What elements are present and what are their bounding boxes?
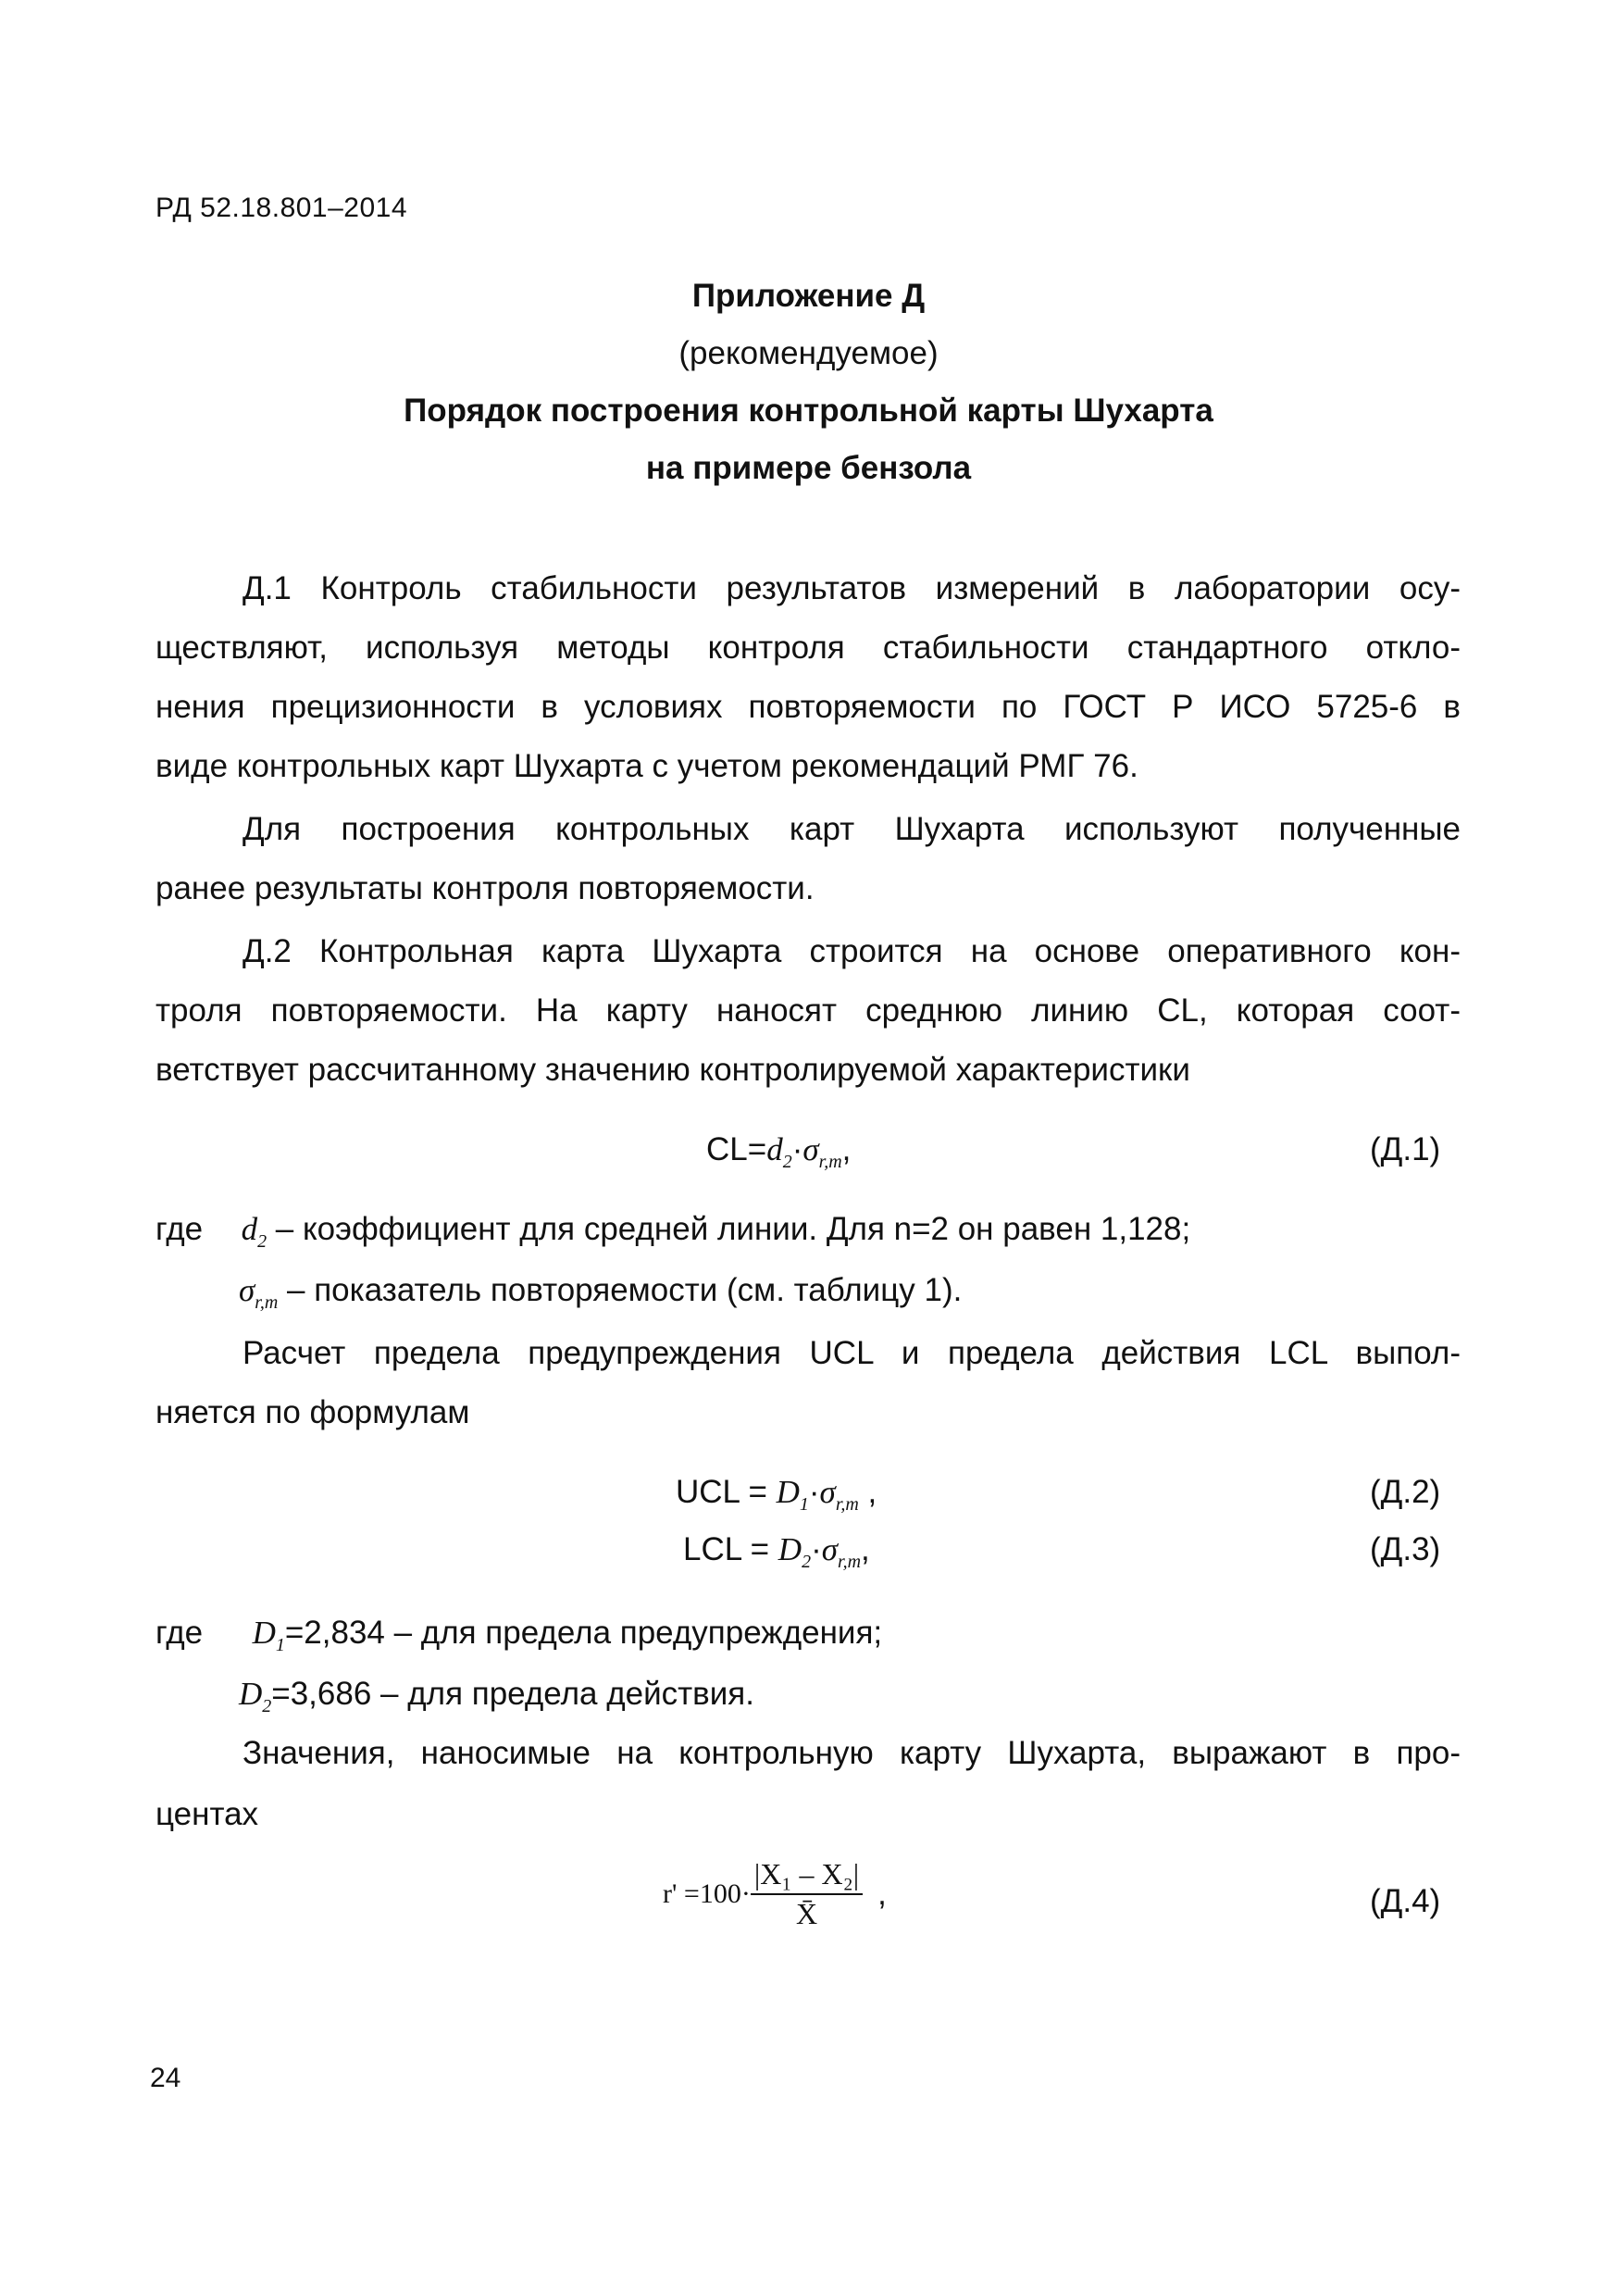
where-word: где xyxy=(155,1211,204,1247)
formula-d3-sigma-sub: r,m xyxy=(838,1552,862,1572)
formula-d1 xyxy=(706,1131,851,1173)
formula-d3-number: (Д.3) xyxy=(1370,1531,1441,1567)
formula-d3-trail: , xyxy=(861,1531,870,1567)
formula-d1-dot: · xyxy=(791,1131,803,1167)
where-D2-text: =3,686 – для предела действия. xyxy=(271,1676,754,1712)
appendix-heading-line2: на примере бензола xyxy=(645,450,972,486)
where-sigma-symbol-sub: r,m xyxy=(255,1292,279,1313)
where-sigma-symbol: σ xyxy=(239,1272,255,1308)
formula-d4-denominator: X̄ xyxy=(795,1897,818,1930)
where-word: где xyxy=(155,1615,204,1651)
section-d1-line: виде контрольных карт Шухарта с учетом рекомендаций РМГ 76. xyxy=(155,748,1138,784)
formula-d2-sigma: σ xyxy=(819,1474,836,1510)
formula-d2-dot: · xyxy=(808,1474,820,1510)
formula-d3-coef-sub: 2 xyxy=(802,1552,812,1572)
section-d1-line: нения прецизионности в условиях повторяемости по ГОСТ Р ИСО 5725-6 в xyxy=(155,689,1461,725)
formula-d1-trail: , xyxy=(841,1131,852,1167)
formula-d2-coef: D xyxy=(776,1474,800,1510)
where-D2-line xyxy=(239,1676,754,1717)
section-d2-line: ветствует рассчитанному значению контролируемой характеристики xyxy=(155,1052,1190,1088)
formula-d1-coef-sub: 2 xyxy=(782,1152,792,1172)
formula-d2-lhs: UCL = xyxy=(676,1474,777,1510)
formula-d1-sigma: σ xyxy=(802,1131,819,1167)
where-D1-symbol-sub: 1 xyxy=(275,1635,285,1655)
formula-d1-coef: d xyxy=(766,1131,783,1167)
limits-intro-line1: Расчет предела предупреждения UCL и предела действия LCL выпол- xyxy=(243,1335,1461,1371)
where-d1-symbol-sub: 2 xyxy=(257,1231,267,1252)
formula-d4-trail: , xyxy=(877,1876,887,1912)
formula-d1-sigma-sub: r,m xyxy=(818,1152,842,1172)
limits-intro-line2: няется по формулам xyxy=(155,1394,470,1430)
where-d1-text: – коэффициент для средней линии. Для n=2 он равен 1,128; xyxy=(267,1211,1191,1247)
where-sigma-line xyxy=(239,1272,962,1314)
formula-d3-coef: D xyxy=(777,1531,802,1567)
formula-d2-sigma-sub: r,m xyxy=(835,1494,859,1515)
where-sigma-text: – показатель повторяемости (см. таблицу 1). xyxy=(278,1272,963,1308)
formula-d1-number: (Д.1) xyxy=(1370,1131,1441,1167)
appendix-status: (рекомендуемое) xyxy=(678,335,939,371)
section-d2-line: троля повторяемости. На карту наносят среднюю линию CL, которая соот- xyxy=(155,992,1461,1029)
formula-d4-factor: 100· xyxy=(699,1878,751,1909)
appendix-title: Приложение Д xyxy=(691,278,926,314)
formula-d4-numerator: |X₁ – X₂| xyxy=(751,1857,863,1895)
formula-d4 xyxy=(663,1857,887,1931)
where-d2-line xyxy=(155,1615,882,1656)
percent-intro-line1: Значения, наносимые на контрольную карту Шухарта, выражают в про- xyxy=(243,1735,1461,1771)
section-d1-para2-line: ранее результаты контроля повторяемости. xyxy=(155,870,815,906)
formula-d3-lhs: LCL = xyxy=(683,1531,778,1567)
formula-d1-lhs: CL xyxy=(706,1131,748,1167)
section-d1-para2-line: Для построения контрольных карт Шухарта используют полученные xyxy=(243,811,1461,847)
formula-d3-sigma: σ xyxy=(821,1531,838,1567)
appendix-heading-line1: Порядок построения контрольной карты Шухарта xyxy=(404,393,1213,429)
formula-d1-eq: = xyxy=(747,1131,767,1167)
section-d2-line: Д.2 Контрольная карта Шухарта строится на основе оперативного кон- xyxy=(243,933,1461,969)
where-d1-line xyxy=(155,1211,1190,1253)
formula-d2-coef-sub: 1 xyxy=(799,1494,809,1515)
document-code: РД 52.18.801–2014 xyxy=(155,193,408,223)
formula-d4-lhs: r' = xyxy=(663,1878,700,1909)
page-number: 24 xyxy=(150,2063,181,2093)
section-d1-line: Д.1 Контроль стабильности результатов измерений в лаборатории осу- xyxy=(243,570,1461,606)
formula-d3 xyxy=(683,1531,870,1573)
where-D1-symbol: D xyxy=(252,1615,276,1651)
formula-d3-dot: · xyxy=(811,1531,822,1567)
formula-d4-fraction xyxy=(751,1857,863,1931)
where-d1-symbol: d xyxy=(241,1211,258,1247)
formula-d2-number: (Д.2) xyxy=(1370,1474,1441,1510)
formula-d2-trail: , xyxy=(858,1474,877,1510)
where-D2-symbol-sub: 2 xyxy=(262,1696,272,1716)
where-D2-symbol: D xyxy=(239,1676,263,1712)
percent-intro-line2: центах xyxy=(155,1796,259,1832)
where-D1-text: =2,834 – для предела предупреждения; xyxy=(284,1615,883,1651)
section-d1-line: ществляют, используя методы контроля стабильности стандартного откло- xyxy=(155,630,1461,666)
formula-d4-number: (Д.4) xyxy=(1370,1883,1441,1919)
formula-d2 xyxy=(676,1474,877,1516)
